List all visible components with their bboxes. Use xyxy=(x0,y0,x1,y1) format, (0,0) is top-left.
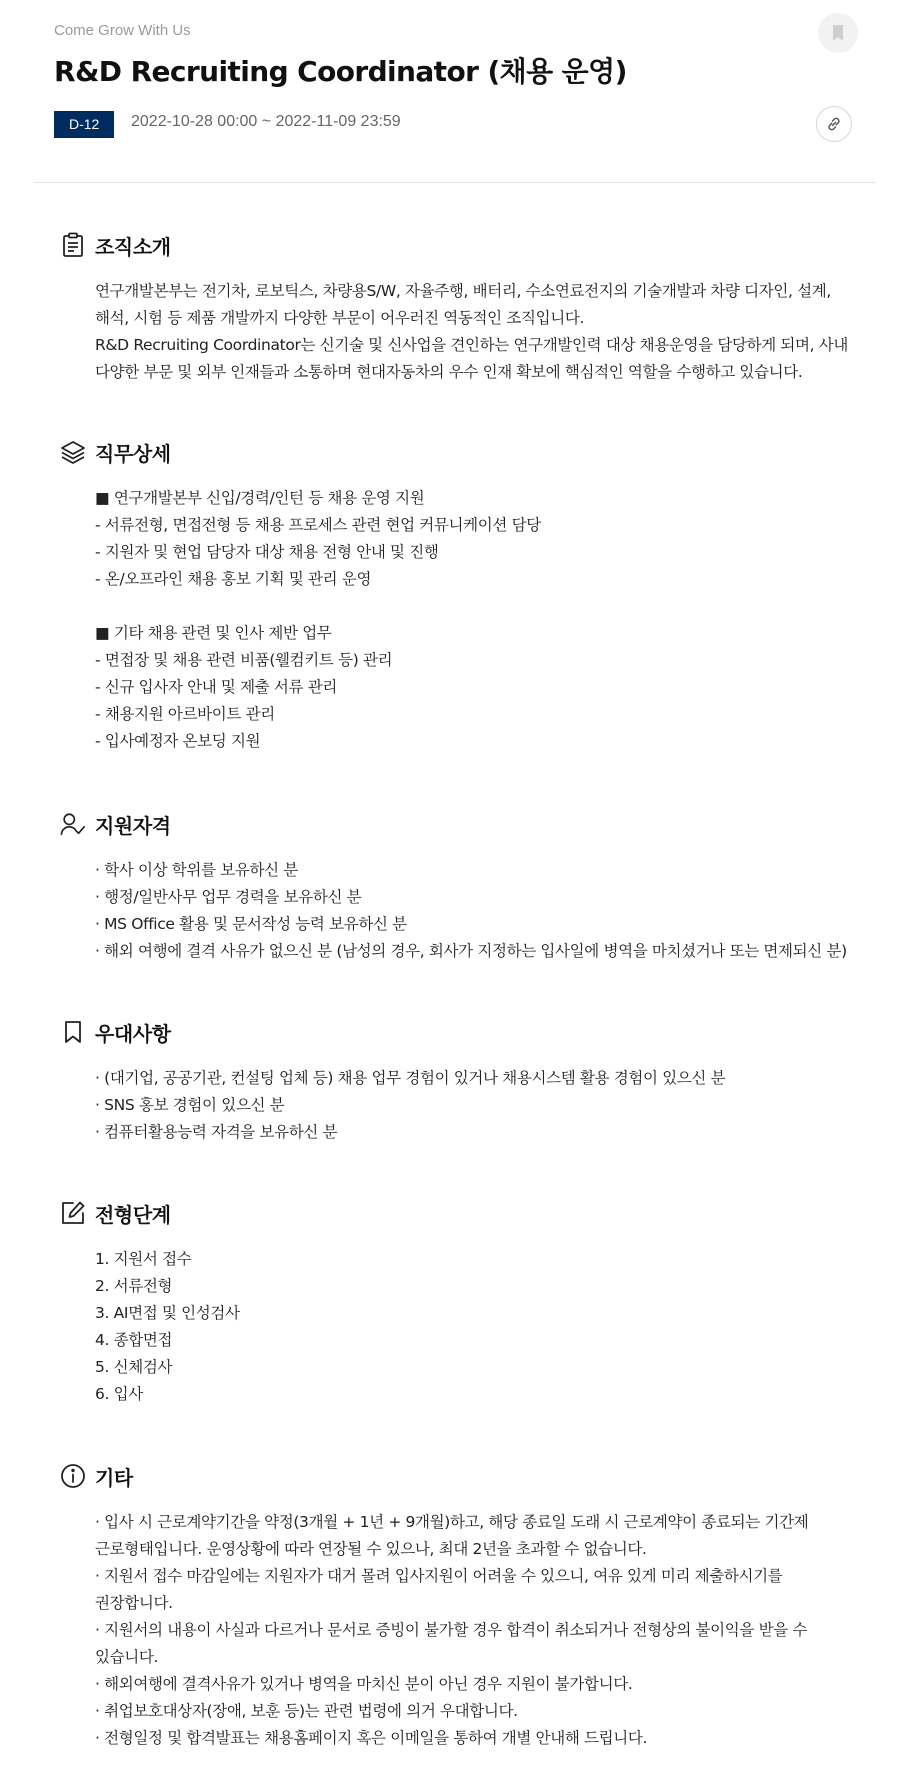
section-preferred xyxy=(60,1017,860,1146)
preferred-line: · 컴퓨터활용능력 자격을 보유하신 분 xyxy=(95,1123,338,1141)
clipboard-icon xyxy=(60,232,86,258)
duty-line: - 면접장 및 채용 관련 비품(웰컴키트 등) 관리 xyxy=(95,651,393,669)
bookmark-button[interactable] xyxy=(818,13,858,53)
section-qualifications xyxy=(60,809,860,965)
layers-icon xyxy=(60,439,86,465)
duty-line: - 신규 입사자 안내 및 제출 서류 관리 xyxy=(95,678,338,696)
org-line: 다양한 부문 및 외부 인재들과 소통하며 현대자동차의 우수 인재 확보에 핵심적인 역할을 수행하고 있습니다. xyxy=(95,363,803,381)
etc-line: 권장합니다. xyxy=(95,1594,173,1612)
preferred-line: · SNS 홍보 경험이 있으신 분 xyxy=(95,1096,285,1114)
etc-line: · 해외여행에 결격사유가 있거나 병역을 마치신 분이 아닌 경우 지원이 불가합니다. xyxy=(95,1675,633,1693)
etc-line: · 지원서 접수 마감일에는 지원자가 대거 몰려 입사지원이 어려울 수 있으니, 여유 있게 미리 제출하시기를 xyxy=(95,1567,783,1585)
section-title: 전형단계 xyxy=(95,1202,171,1227)
section-process xyxy=(60,1198,860,1408)
section-title: 조직소개 xyxy=(95,234,171,259)
qualification-line: · MS Office 활용 및 문서작성 능력 보유하신 분 xyxy=(95,915,407,933)
duty-line: ■ 연구개발본부 신입/경력/인턴 등 채용 운영 지원 xyxy=(95,489,425,507)
org-line: R&D Recruiting Coordinator는 신기술 및 신사업을 견인하는 연구개발인력 대상 채용운영을 담당하게 되며, 사내 xyxy=(95,336,849,354)
etc-line: 근로형태입니다. 운영상황에 따라 연장될 수 있으나, 최대 2년을 초과할 수 없습니다. xyxy=(95,1540,647,1558)
section-title: 지원자격 xyxy=(95,813,171,838)
preferred-line: · (대기업, 공공기관, 컨설팅 업체 등) 채용 업무 경험이 있거나 채용시스템 활용 경험이 있으신 분 xyxy=(95,1069,726,1087)
qualification-line: · 학사 이상 학위를 보유하신 분 xyxy=(95,861,298,879)
section-etc xyxy=(60,1461,860,1752)
qualification-line: · 행정/일반사무 업무 경력을 보유하신 분 xyxy=(95,888,362,906)
org-line: 연구개발본부는 전기차, 로보틱스, 차량용S/W, 자율주행, 배터리, 수소연료전지의 기술개발과 차량 디자인, 설계, xyxy=(95,282,831,300)
duty-line: ■ 기타 채용 관련 및 인사 제반 업무 xyxy=(95,624,332,642)
etc-line: 있습니다. xyxy=(95,1648,159,1666)
page-title: R&D Recruiting Coordinator (채용 운영) xyxy=(54,55,627,88)
dday-badge: D-12 xyxy=(54,111,114,138)
copy-link-button[interactable] xyxy=(816,106,852,142)
section-title: 직무상세 xyxy=(95,441,171,466)
process-step: 2. 서류전형 xyxy=(95,1277,173,1295)
application-period: 2022-10-28 00:00 ~ 2022-11-09 23:59 xyxy=(131,113,401,130)
info-icon xyxy=(60,1463,86,1489)
duty-line: - 입사예정자 온보딩 지원 xyxy=(95,732,261,750)
bookmark-outline-icon xyxy=(60,1019,86,1045)
process-step: 1. 지원서 접수 xyxy=(95,1250,192,1268)
section-title: 기타 xyxy=(95,1465,133,1490)
process-step: 6. 입사 xyxy=(95,1385,143,1403)
eyebrow-text: Come Grow With Us xyxy=(54,22,191,39)
link-icon xyxy=(825,115,843,133)
section-title: 우대사항 xyxy=(95,1021,171,1046)
section-duties xyxy=(60,437,860,755)
etc-line: · 지원서의 내용이 사실과 다르거나 문서로 증빙이 불가할 경우 합격이 취소되거나 전형상의 불이익을 받을 수 xyxy=(95,1621,808,1639)
etc-line: · 취업보호대상자(장애, 보훈 등)는 관련 법령에 의거 우대합니다. xyxy=(95,1702,518,1720)
header-divider xyxy=(34,182,876,183)
duty-line: - 채용지원 아르바이트 관리 xyxy=(95,705,275,723)
bookmark-icon xyxy=(831,24,845,42)
edit-icon xyxy=(60,1200,86,1226)
process-step: 4. 종합면접 xyxy=(95,1331,173,1349)
etc-line: · 입사 시 근로계약기간을 약정(3개월 + 1년 + 9개월)하고, 해당 종료일 도래 시 근로계약이 종료되는 기간제 xyxy=(95,1513,809,1531)
process-step: 3. AI면접 및 인성검사 xyxy=(95,1304,240,1322)
user-check-icon xyxy=(60,811,86,837)
qualification-line: · 해외 여행에 결격 사유가 없으신 분 (남성의 경우, 회사가 지정하는 입사일에 병역을 마치셨거나 또는 면제되신 분) xyxy=(95,942,847,960)
org-line: 해석, 시험 등 제품 개발까지 다양한 부문이 어우러진 역동적인 조직입니다. xyxy=(95,309,585,327)
duty-line: - 서류전형, 면접전형 등 채용 프로세스 관련 현업 커뮤니케이션 담당 xyxy=(95,516,541,534)
etc-line: · 전형일정 및 합격발표는 채용홈페이지 혹은 이메일을 통하여 개별 안내해 드립니다. xyxy=(95,1729,648,1747)
section-org xyxy=(60,230,860,386)
process-step: 5. 신체검사 xyxy=(95,1358,173,1376)
duty-line: - 지원자 및 현업 담당자 대상 채용 전형 안내 및 진행 xyxy=(95,543,439,561)
duty-line: - 온/오프라인 채용 홍보 기획 및 관리 운영 xyxy=(95,570,372,588)
